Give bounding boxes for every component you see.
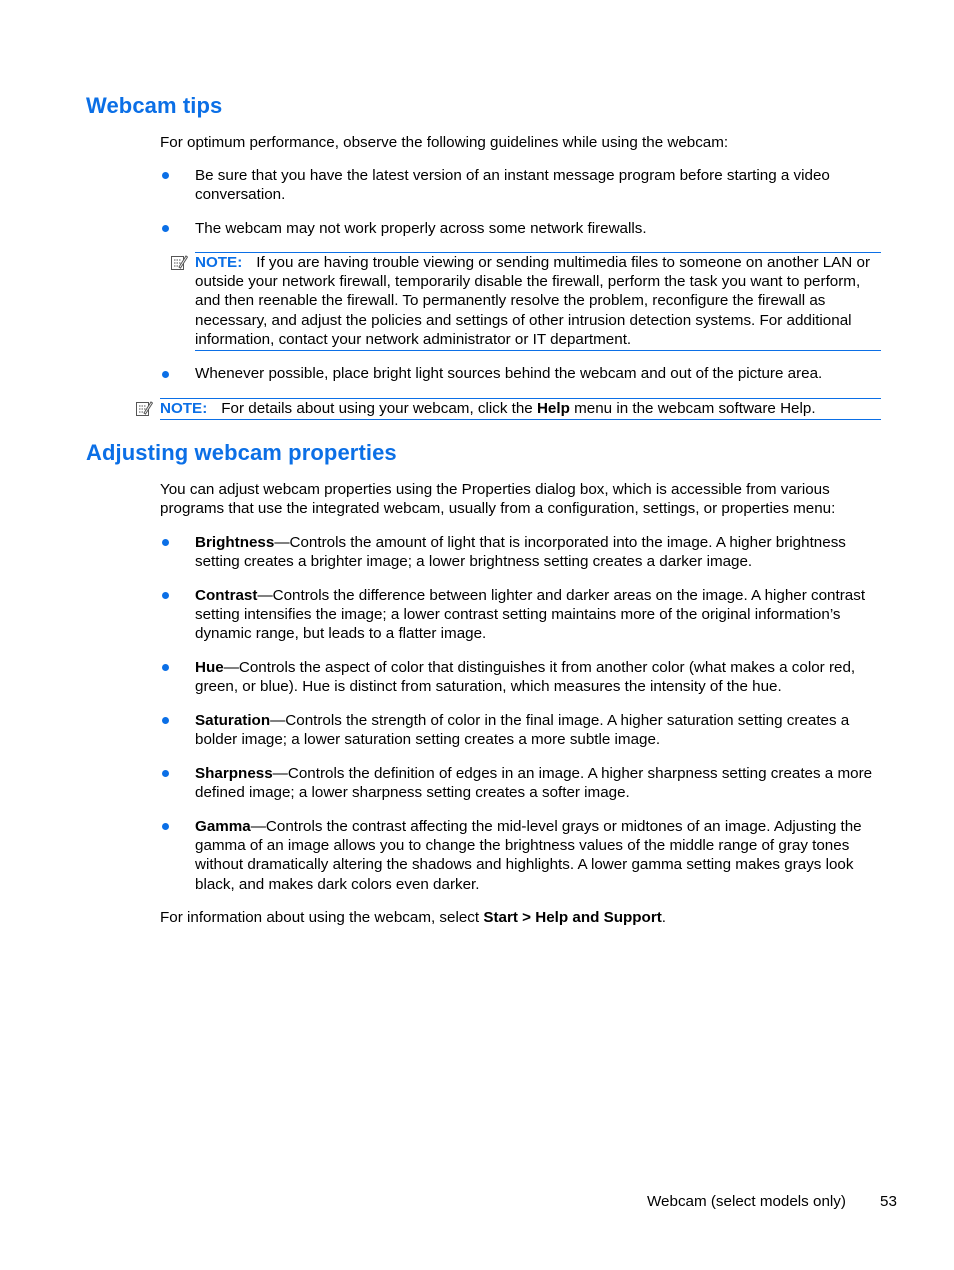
closing-text-after: . xyxy=(661,909,667,926)
note-label: NOTE: xyxy=(195,254,243,271)
note-box-firewall xyxy=(195,252,881,351)
section-heading-adjusting-properties: Adjusting webcam properties xyxy=(86,440,397,465)
list-item: The webcam may not work properly across some network firewalls. xyxy=(195,220,647,237)
property-item-contrast xyxy=(195,586,885,644)
note-text: If you are having trouble viewing or sending multimedia files to someone on another LAN or outside your network firewall, temporarily disable the firewall, perform the task you want to perform, and then reenable the firewall. To permanently resolve the problem, reconfigure the firewall as necessary, and adjust the policies and settings of other intrusion detection systems. For additional information, contact your network administrator or IT department. xyxy=(195,254,871,348)
closing-text-bold: Start > Help and Support xyxy=(483,909,662,926)
property-term: Gamma xyxy=(195,818,251,835)
page-number: 53 xyxy=(880,1193,897,1210)
note-text-after: menu in the webcam software Help. xyxy=(569,400,816,417)
bullet-marker xyxy=(162,823,169,830)
note-label: NOTE: xyxy=(160,400,208,417)
bullet-marker xyxy=(162,717,169,724)
property-term: Brightness xyxy=(195,534,275,551)
note-box-help xyxy=(160,398,881,420)
property-item-gamma xyxy=(195,817,885,894)
list-item: Whenever possible, place bright light sources behind the webcam and out of the picture area. xyxy=(195,365,823,382)
property-description: —Controls the definition of edges in an image. A higher sharpness setting creates a more defined image; a lower sharpness setting creates a softer image. xyxy=(195,765,873,802)
bullet-marker xyxy=(162,664,169,671)
note-pencil-icon xyxy=(170,254,188,272)
bullet-marker xyxy=(162,225,169,232)
property-item-sharpness xyxy=(195,764,885,802)
intro-paragraph: For optimum performance, observe the following guidelines while using the webcam: xyxy=(160,134,729,151)
footer-title: Webcam (select models only) xyxy=(647,1193,846,1210)
property-term: Sharpness xyxy=(195,765,273,782)
property-term: Hue xyxy=(195,659,224,676)
intro-paragraph: You can adjust webcam properties using the Properties dialog box, which is accessible from various programs that use the integrated webcam, usually from a configuration, settings, or properties menu: xyxy=(160,481,836,518)
property-description: —Controls the aspect of color that distinguishes it from another color (what makes a color red, green, or blue). Hue is distinct from saturation, which measures the intensity of the hue. xyxy=(195,659,856,696)
property-description: —Controls the contrast affecting the mid-level grays or midtones of an image. Adjusting the gamma of an image allows you to change the brightness values of the middle range of gray tones without dramatically altering the shadows and highlights. A lower gamma setting makes grays look black, and makes dark colors even darker. xyxy=(195,818,862,893)
note-text-before: For details about using your webcam, click the xyxy=(221,400,537,417)
property-description: —Controls the amount of light that is incorporated into the image. A higher brightness setting creates a brighter image; a lower brightness setting creates a darker image. xyxy=(195,534,846,571)
property-item-brightness xyxy=(195,533,885,571)
note-text-bold: Help xyxy=(536,400,570,417)
property-item-saturation xyxy=(195,711,885,749)
bullet-marker xyxy=(162,539,169,546)
property-term: Contrast xyxy=(195,587,258,604)
bullet-marker xyxy=(162,592,169,599)
property-item-hue xyxy=(195,658,885,696)
note-pencil-icon xyxy=(135,400,153,418)
closing-text-before: For information about using the webcam, select xyxy=(160,909,484,926)
closing-paragraph xyxy=(160,908,885,927)
property-description: —Controls the strength of color in the final image. A higher saturation setting creates a bolder image; a lower saturation setting creates a more subtle image. xyxy=(195,712,850,749)
bullet-marker xyxy=(162,770,169,777)
property-term: Saturation xyxy=(195,712,271,729)
section-heading-webcam-tips: Webcam tips xyxy=(86,93,223,118)
property-description: —Controls the difference between lighter and darker areas on the image. A higher contrast setting intensifies the image; a lower contrast setting maintains more of the original information’s dynamic range, but leads to a flatter image. xyxy=(195,587,866,643)
list-item: Be sure that you have the latest version of an instant message program before starting a video conversation. xyxy=(195,167,830,204)
bullet-marker xyxy=(162,371,169,378)
bullet-marker xyxy=(162,172,169,179)
